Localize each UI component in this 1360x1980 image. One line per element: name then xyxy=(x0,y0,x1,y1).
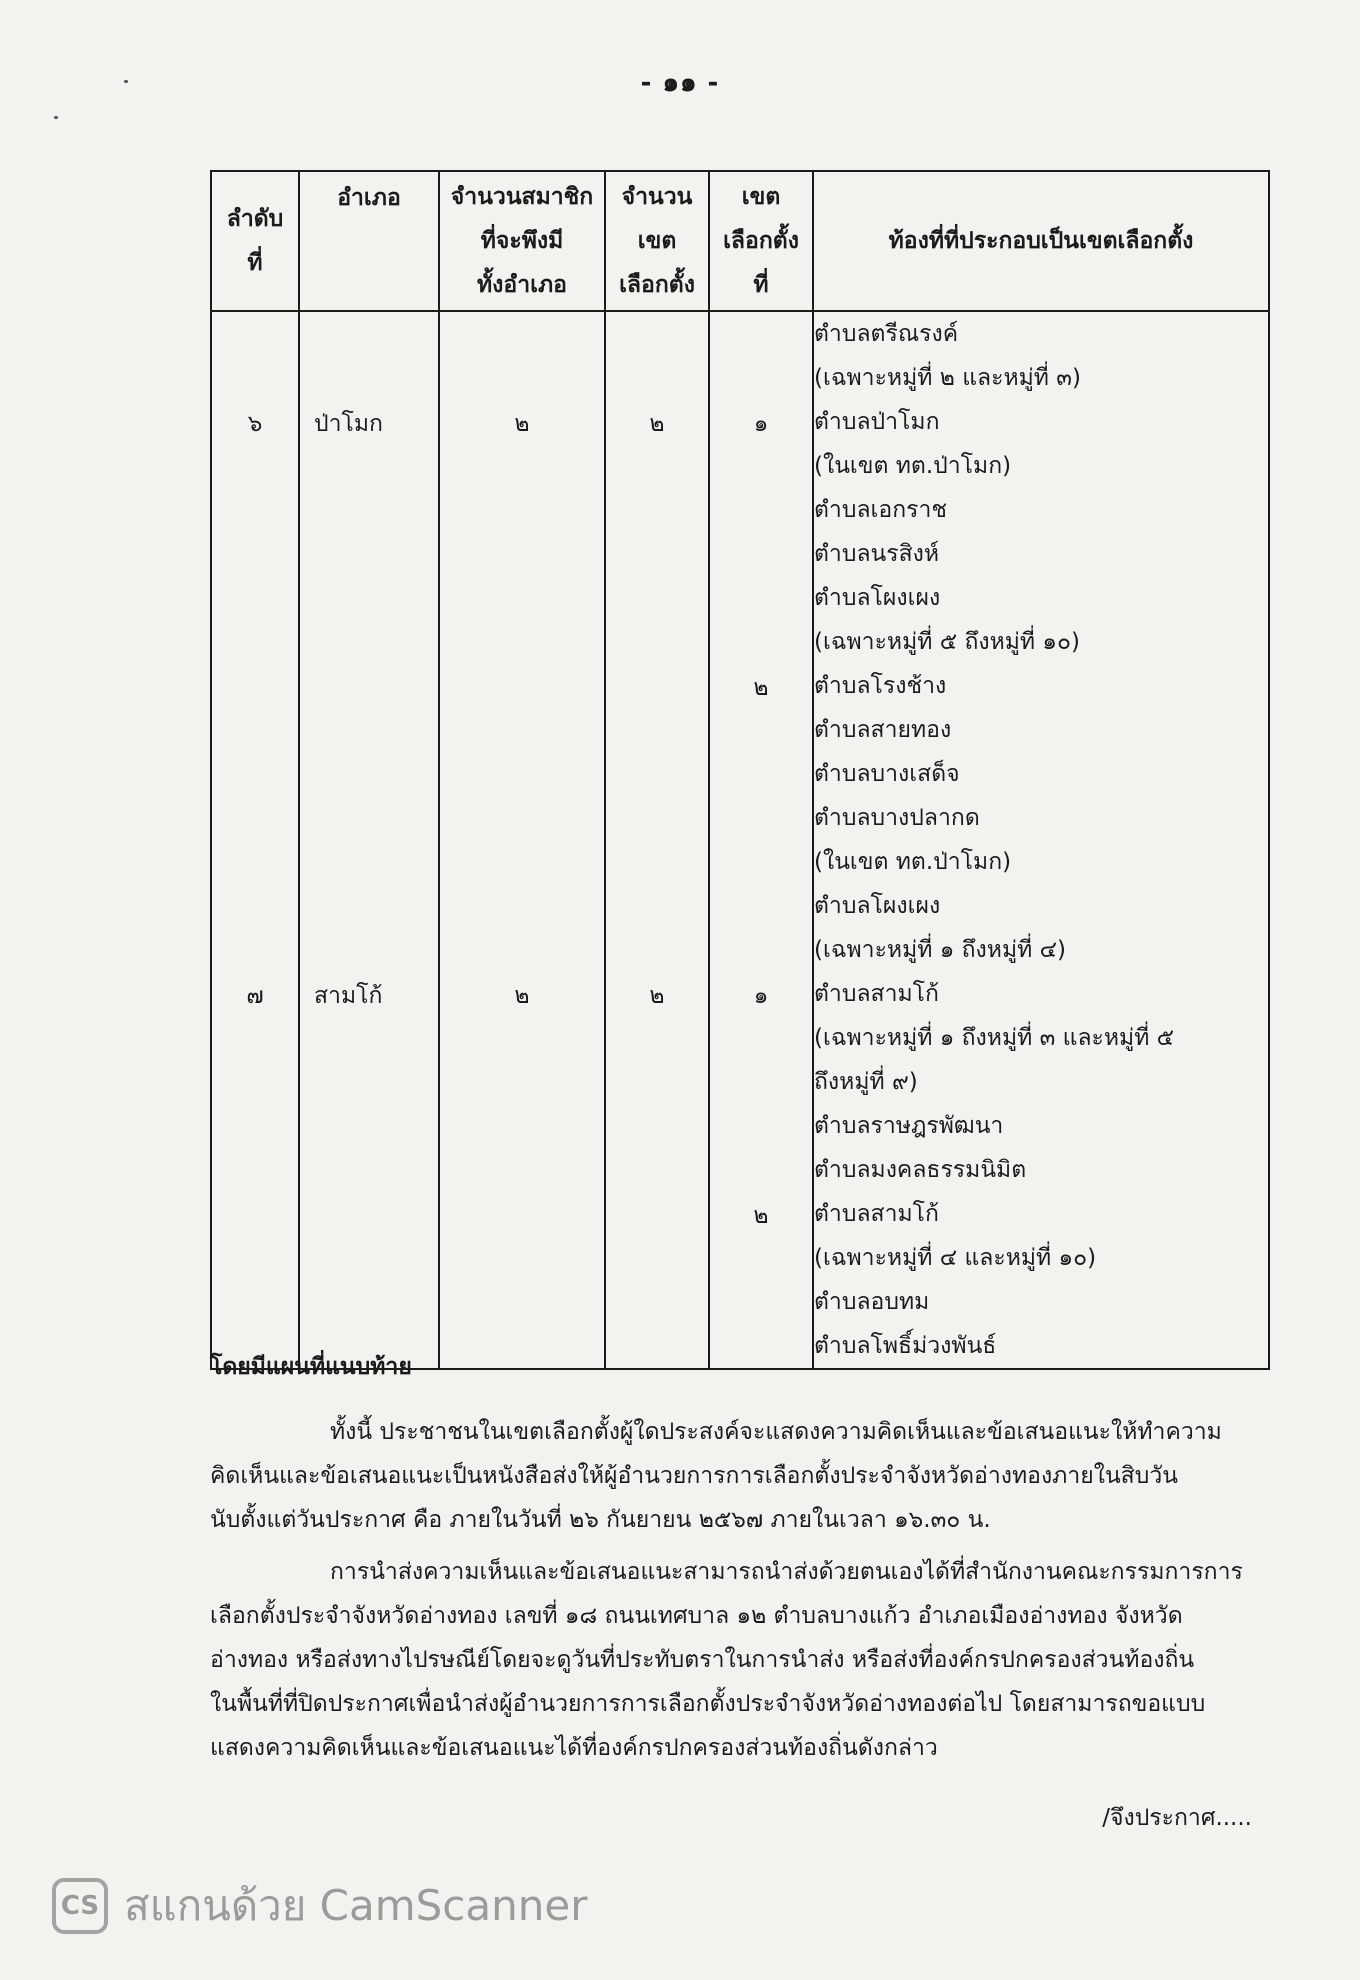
header-constituency-number: เขต เลือกตั้ง ที่ xyxy=(709,171,813,311)
constituency-count-7: ๒ xyxy=(649,983,665,1009)
constituency-number: ๑ xyxy=(753,983,769,1009)
constituency-number: ๒ xyxy=(753,675,769,701)
members-cell xyxy=(439,311,605,1369)
header-areas: ท้องที่ที่ประกอบเป็นเขตเลือกตั้ง xyxy=(813,171,1269,311)
area-line: (ในเขต ทต.ป่าโมก) xyxy=(814,453,1012,479)
area-line: (เฉพาะหมู่ที่ ๑ ถึงหมู่ที่ ๓ และหมู่ที่ ๕ xyxy=(814,1025,1175,1051)
table-header-row xyxy=(211,171,1269,311)
members-7: ๒ xyxy=(514,983,530,1009)
constituency-table xyxy=(210,170,1270,1370)
area-line: ตำบลราษฎรพัฒนา xyxy=(814,1113,1004,1139)
submission-paragraph: การนำส่งความเห็นและข้อเสนอแนะสามารถนำส่งด้วยตนเองได้ที่สำนักงานคณะกรรมการการ เลือกตั้งประจำจังหวัดอ่างทอง เลขที่ ๑๘ ถนนเทศบาล ๑๒ ตำบลบางแก้ว อำเภอเมืองอ่างทอง จังหวัด อ่างทอง หรือส่งทางไปรษณีย์โดยจะดูวันที่ประทับตราในการนำส่ง หรือส่งที่องค์กรปกครองส่วนท้องถิ่น ในพื้นที่ที่ปิดประกาศเพื่อนำส่งผู้อำนวยการการเลือกตั้งประจำจังหวัดอ่างทองต่อไป โดยสามารถขอแบบ แสดงความคิดเห็นและข้อเสนอแนะได้ที่องค์กรปกครองส่วนท้องถิ่นดังกล่าว xyxy=(210,1559,1243,1761)
area-line: ตำบลบางปลากด xyxy=(814,805,980,831)
constituency-number: ๑ xyxy=(753,411,769,437)
constituency-number: ๒ xyxy=(753,1203,769,1229)
area-line: ตำบลเอกราช xyxy=(814,497,948,523)
area-line: (เฉพาะหมู่ที่ ๑ ถึงหมู่ที่ ๔) xyxy=(814,937,1066,963)
area-line: ตำบลมงคลธรรมนิมิต xyxy=(814,1157,1027,1183)
header-members: จำนวนสมาชิก ที่จะพึงมี ทั้งอำเภอ xyxy=(439,171,605,311)
area-line: ตำบลโรงช้าง xyxy=(814,673,947,699)
area-line: ตำบลบางเสด็จ xyxy=(814,761,960,787)
map-attachment-note: โดยมีแผนที่แนบท้าย xyxy=(210,1354,412,1380)
area-line: ตำบลโผงเผง xyxy=(814,893,941,919)
order-6: ๖ xyxy=(247,411,263,437)
header-district: อำเภอ xyxy=(299,171,439,311)
table-row xyxy=(211,311,1269,1369)
constituency-number-cell xyxy=(709,311,813,1369)
header-order: ลำดับ ที่ xyxy=(211,171,299,311)
header-constituency-count: จำนวน เขต เลือกตั้ง xyxy=(605,171,709,311)
area-line: ตำบลโผงเผง xyxy=(814,585,941,611)
district-sam-ko: สามโก้ xyxy=(314,983,383,1009)
district-pa-mok: ป่าโมก xyxy=(314,411,383,437)
area-line: ตำบลสามโก้ xyxy=(814,1201,939,1227)
area-line: ตำบลตรีณรงค์ xyxy=(814,321,959,347)
area-line: ตำบลสามโก้ xyxy=(814,981,939,1007)
area-line: ตำบลป่าโมก xyxy=(814,409,940,435)
camscanner-logo-icon: CS xyxy=(52,1878,108,1934)
area-line: ตำบลนรสิงห์ xyxy=(814,541,940,567)
area-line: ถึงหมู่ที่ ๙) xyxy=(814,1069,918,1095)
order-7: ๗ xyxy=(246,983,264,1009)
watermark-text: สแกนด้วย CamScanner xyxy=(124,1881,588,1930)
area-line: (เฉพาะหมู่ที่ ๒ และหมู่ที่ ๓) xyxy=(814,365,1081,391)
order-cell xyxy=(211,311,299,1369)
continued-marker: /จึงประกาศ..... xyxy=(1102,1805,1252,1831)
area-line: ตำบลสายทอง xyxy=(814,717,952,743)
constituency-count-6: ๒ xyxy=(649,411,665,437)
area-line: ตำบลโพธิ์ม่วงพันธ์ xyxy=(814,1333,997,1359)
district-cell xyxy=(299,311,439,1369)
page-number: - ๑๑ - xyxy=(640,68,720,98)
opinion-paragraph: ทั้งนี้ ประชาชนในเขตเลือกตั้งผู้ใดประสงค์จะแสดงความคิดเห็นและข้อเสนอแนะให้ทำความ คิดเห็นและข้อเสนอแนะเป็นหนังสือส่งให้ผู้อำนวยการการเลือกตั้งประจำจังหวัดอ่างทองภายในสิบวัน นับตั้งแต่วันประกาศ คือ ภายในวันที่ ๒๖ กันยายน ๒๕๖๗ ภายในเวลา ๑๖.๓๐ น. xyxy=(210,1419,1222,1533)
area-line: (เฉพาะหมู่ที่ ๔ และหมู่ที่ ๑๐) xyxy=(814,1245,1097,1271)
areas-cell xyxy=(813,311,1269,1369)
scan-speck xyxy=(54,116,58,119)
area-line: ตำบลอบทม xyxy=(814,1289,930,1315)
camscanner-watermark xyxy=(52,1876,587,1936)
constituency-count-cell xyxy=(605,311,709,1369)
area-line: (เฉพาะหมู่ที่ ๕ ถึงหมู่ที่ ๑๐) xyxy=(814,629,1081,655)
area-line: (ในเขต ทต.ป่าโมก) xyxy=(814,849,1012,875)
members-6: ๒ xyxy=(514,411,530,437)
